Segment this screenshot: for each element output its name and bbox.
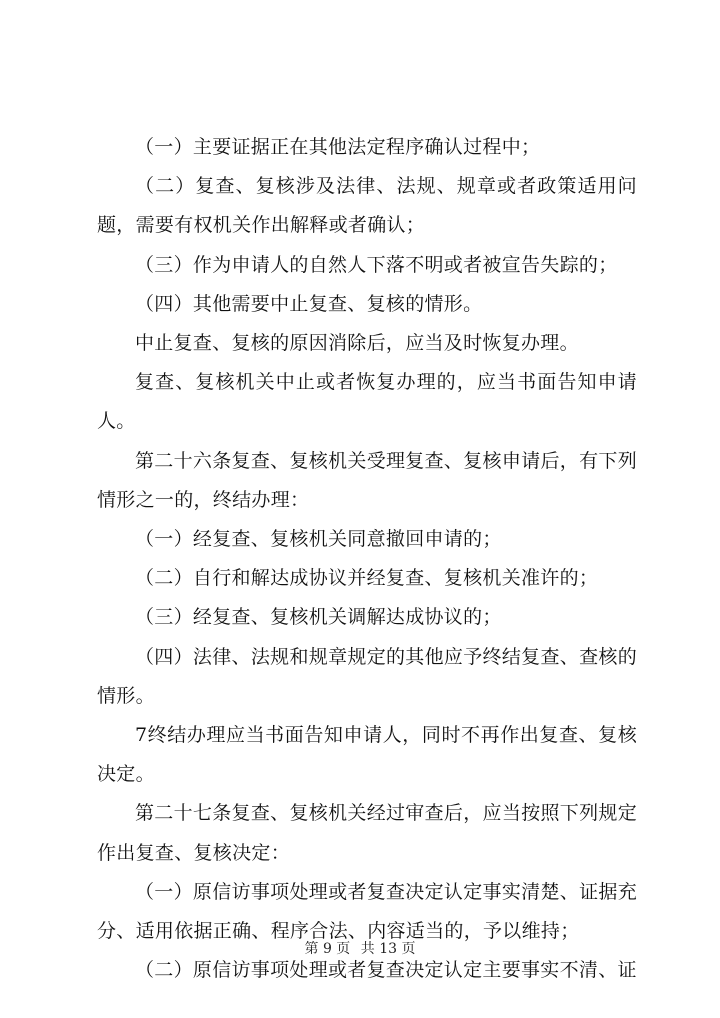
paragraph: （四）法律、法规和规章规定的其他应予终结复查、查核的情形。 <box>97 645 637 707</box>
paragraph: 第二十六条复查、复核机关受理复查、复核申请后，有下列情形之一的，终结办理： <box>97 449 637 511</box>
document-body <box>97 128 637 990</box>
paragraph: （二）原信访事项处理或者复查决定认定主要事实不清、证 <box>135 959 637 982</box>
paragraph: （三）经复查、复核机关调解达成协议的； <box>135 606 502 629</box>
paragraph: （三）作为申请人的自然人下落不明或者被宣告失踪的； <box>135 253 618 276</box>
page-footer <box>0 939 720 959</box>
paragraph: （四）其他需要中止复查、复核的情形。 <box>135 292 483 315</box>
paragraph: 7终结办理应当书面告知申请人，同时不再作出复查、复核决定。 <box>97 724 637 786</box>
page-number: 第 9 页 <box>304 941 351 957</box>
page-total: 共 13 页 <box>360 941 416 957</box>
paragraph: （二）自行和解达成协议并经复查、复核机关准许的； <box>135 567 599 590</box>
paragraph: （一）原信访事项处理或者复查决定认定事实清楚、证据充分、适用依据正确、程序合法、内容适当的，予以维持； <box>97 880 637 943</box>
paragraph: 第二十七条复查、复核机关经过审查后，应当按照下列规定作出复查、复核决定： <box>97 802 637 864</box>
paragraph: （一）主要证据正在其他法定程序确认过程中； <box>135 136 541 158</box>
paragraph: （一）经复查、复核机关同意撤回申请的； <box>135 528 502 551</box>
paragraph: （二）复查、复核涉及法律、法规、规章或者政策适用问题，需要有权机关作出解释或者确认； <box>97 175 637 237</box>
paragraph: 复查、复核机关中止或者恢复办理的，应当书面告知申请人。 <box>97 371 637 433</box>
paragraph: 中止复查、复核的原因消除后，应当及时恢复办理。 <box>135 332 579 355</box>
